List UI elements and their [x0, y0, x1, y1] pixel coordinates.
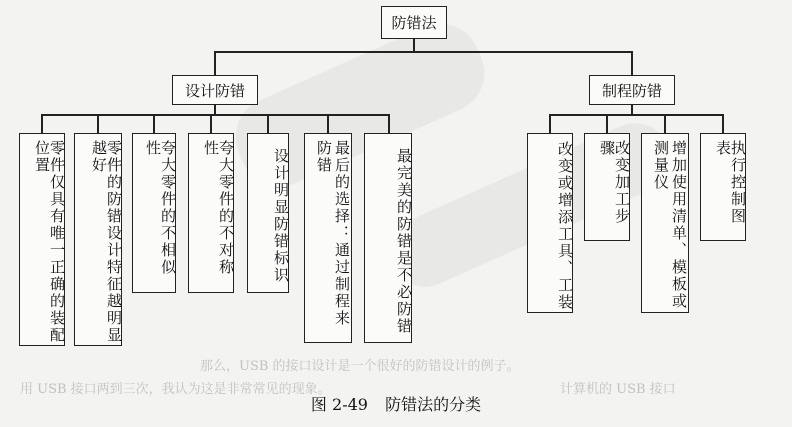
process-item	[584, 133, 630, 241]
process-item-label: 增加使用清单、模板或测量仪	[652, 140, 688, 310]
design-item	[188, 133, 234, 293]
design-item-label: 最完美的防错是不必防错	[395, 147, 413, 335]
design-item	[74, 133, 122, 346]
design-item	[247, 133, 289, 293]
process-item	[527, 133, 573, 313]
design-node	[172, 75, 258, 105]
design-item-label: 零件的防错设计特征越明显越好	[90, 140, 123, 344]
bleed-through-text: 用 USB 接口两到三次，我认为这是非常常见的现象。	[20, 382, 331, 397]
design-item	[304, 133, 352, 343]
process-item-label: 改变或增添工具、工装	[556, 141, 574, 311]
design-item	[19, 133, 65, 346]
process-item	[700, 133, 746, 241]
design-label: 设计防错	[184, 81, 245, 100]
process-item-label: 执行控制图表	[714, 140, 747, 225]
design-item	[364, 133, 412, 343]
design-item-label: 夸大零件的不对称性	[202, 140, 235, 276]
figure-number: 图 2-49	[310, 395, 368, 414]
design-item	[132, 133, 176, 293]
design-item-label: 最后的选择：通过制程来防错	[315, 140, 351, 327]
root-label: 防错法	[391, 14, 437, 32]
figure-title: 防错法的分类	[385, 395, 482, 414]
design-item-label: 零件仅具有唯一正确的装配位置	[33, 140, 66, 344]
bleed-through-text: 那么，USB 的接口设计是一个很好的防错设计的例子。	[200, 359, 520, 374]
process-node	[589, 75, 675, 105]
process-label: 制程防错	[601, 81, 662, 100]
design-item-label: 设计明显防错标识	[272, 148, 290, 284]
root-node	[381, 6, 447, 39]
process-item	[641, 133, 689, 313]
design-item-label: 夸大零件的不相似性	[144, 140, 177, 276]
figure-caption	[0, 392, 792, 415]
bleed-through-text: 计算机的 USB 接口	[560, 382, 676, 397]
process-item-label: 改变加工步骤	[598, 140, 631, 225]
